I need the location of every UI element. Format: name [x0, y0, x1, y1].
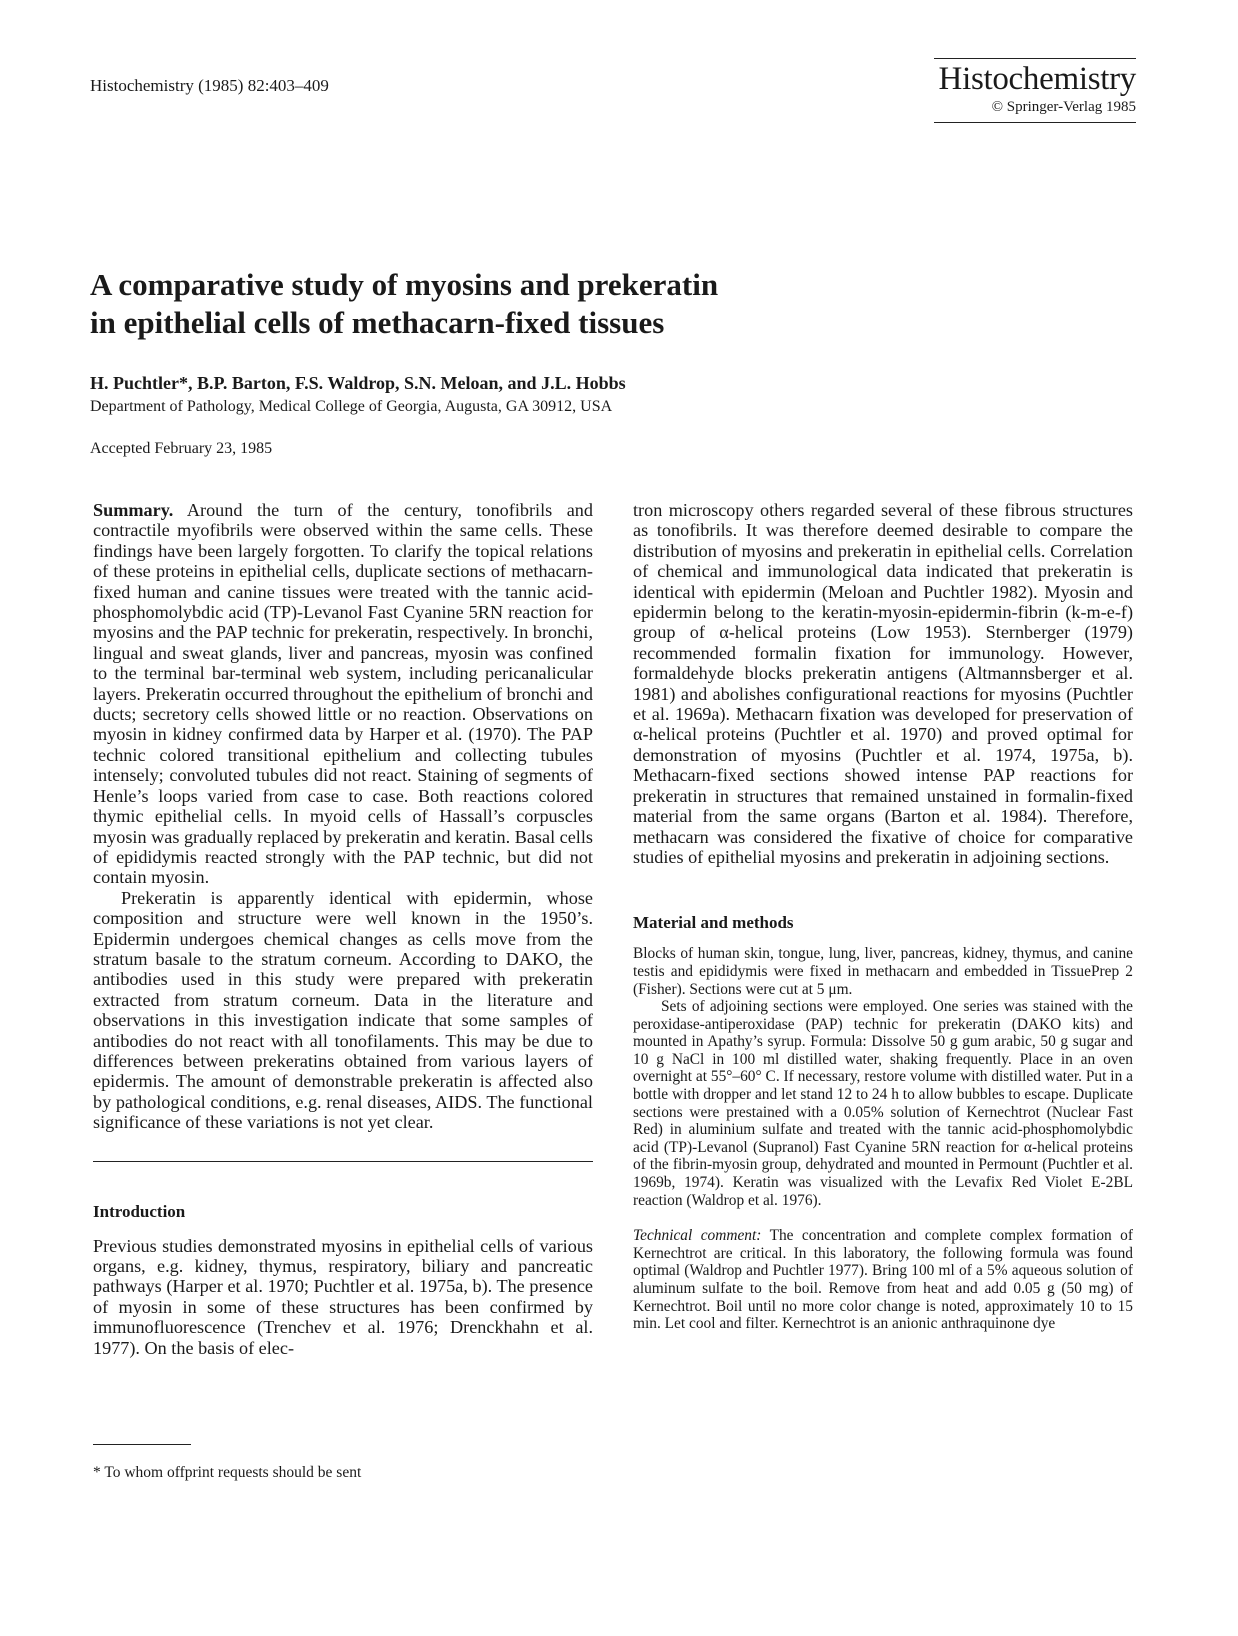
summary-paragraph-2: Prekeratin is apparently identical with epidermin, whose composition and structure were well known in the 1950’s. Epidermin undergoes chemical changes as cells move from the stratum basale to the stratum corneum. According to DAKO, the antibodies used in this study were prepared with prekeratin extracted from stratum corneum. Data in the literature and observations in this investigation indicate that some samples of antibodies do not react with all tonofilaments. This may be due to differences between prekeratins obtained from various layers of epidermis. The amount of demonstrable prekeratin is affected also by pathological conditions, e.g. renal diseases, AIDS. The functional significance of these variations is not yet clear.	[93, 887, 593, 1133]
methods-paragraph-1: Blocks of human skin, tongue, lung, liver, pancreas, kidney, thymus, and canine testis and epididymis were fixed in methacarn and embedded in TissuePrep 2 (Fisher). Sections were cut at 5 μm.	[633, 945, 1133, 998]
methods-heading: Material and methods	[633, 913, 794, 933]
technical-comment-label: Technical comment:	[633, 1227, 762, 1245]
journal-citation: Histochemistry (1985) 82:403–409	[90, 76, 329, 95]
journal-masthead	[934, 58, 1136, 123]
summary-text-1: Around the turn of the century, tonofibrils and contractile myofibrils were observed within the same cells. These findings have been largely forgotten. To clarify the topical relations of these proteins in epithelial cells, duplicate sections of methacarn-fixed human and canine tissues were treated with the tannic acid-phosphomolybdic acid (TP)-Levanol Fast Cyanine 5RN reaction for myosins and the PAP technic for prekeratin, respectively. In bronchi, lingual and sweat glands, liver and pancreas, myosin was confined to the terminal bar-terminal web system, including pericanalicular layers. Prekeratin occurred throughout the epithelium of bronchi and ducts; secretory cells showed little or no reaction. Observations on myosin in kidney confirmed data by Harper et al. (1970). The PAP technic colored transitional epithelium and collecting tubules intensely; convoluted tubules did not react. Staining of segments of Henle’s loops varied from case to case. Both reactions colored thymic epithelial cells. In myoid cells of Hassall’s corpuscles myosin was gradually replaced by prekeratin and keratin. Basal cells of epididymis reacted strongly with the PAP technic, but did not contain myosin.	[93, 500, 593, 888]
footnote: * To whom offprint requests should be sent	[93, 1464, 362, 1481]
introduction-paragraph-1-continued: tron microscopy others regarded several of these fibrous structures as tonofibrils. It was therefore deemed desirable to compare the distribution of myosins and prekeratin in epithelial cells. Correlation of chemical and immunological data indicated that prekeratin is identical with epidermin (Meloan and Puchtler 1982). Myosin and epidermin belong to the keratin-myosin-epidermin-fibrin (k-m-e-f) group of α-helical proteins (Low 1953). Sternberger (1979) recommended formalin fixation for immunology. However, formaldehyde blocks prekeratin antigens (Altmannsberger et al. 1981) and abolishes configurational reactions for myosins (Puchtler et al. 1969a). Methacarn fixation was developed for preservation of α-helical proteins (Puchtler et al. 1970) and proved optimal for demonstration of myosins (Puchtler et al. 1974, 1975a, b). Methacarn-fixed sections showed intense PAP reactions for prekeratin in structures that remained unstained in formalin-fixed material from the same organs (Barton et al. 1984). Therefore, methacarn was considered the fixative of choice for comparative studies of epithelial myosins and prekeratin in adjoining sections.	[633, 500, 1133, 867]
right-column	[633, 500, 1133, 1333]
summary-paragraph-1	[93, 500, 593, 888]
author-list: H. Puchtler*, B.P. Barton, F.S. Waldrop, S.N. Meloan, and J.L. Hobbs	[90, 373, 626, 393]
introduction-paragraph-1: Previous studies demonstrated myosins in epithelial cells of various organs, e.g. kidney, thymus, respiratory, biliary and pancreatic pathways (Harper et al. 1970; Puchtler et al. 1975a, b). The presence of myosin in some of these structures has been confirmed by immunofluorescence (Trenchev et al. 1976; Drenckhahn et al. 1977). On the basis of elec-	[93, 1235, 593, 1358]
summary-label: Summary.	[93, 500, 174, 520]
summary-section	[93, 500, 593, 1133]
footnote-rule	[93, 1444, 191, 1445]
technical-comment-text: The concentration and complete complex formation of Kernechtrot are critical. In this laboratory, the following formula was found optimal (Waldrop and Puchtler 1977). Bring 100 ml of a 5% aqueous solution of aluminum sulfate to the boil. Remove from heat and add 0.05 g (50 mg) of Kernechtrot. Boil until no more color change is noted, approximately 10 to 15 min. Let cool and filter. Kernechtrot is an anionic anthraquinone dye	[633, 1227, 1133, 1333]
article-title	[90, 266, 990, 342]
journal-name: Histochemistry	[938, 61, 1136, 97]
summary-end-rule	[93, 1161, 593, 1162]
title-line-1: A comparative study of myosins and prekeratin	[90, 267, 719, 302]
masthead-bottom-rule	[934, 122, 1136, 123]
introduction-heading: Introduction	[93, 1201, 186, 1221]
affiliation: Department of Pathology, Medical College of Georgia, Augusta, GA 30912, USA	[90, 398, 613, 415]
methods-paragraph-2: Sets of adjoining sections were employed. One series was stained with the peroxidase-antiperoxidase (PAP) technic for prekeratin (DAKO kits) and mounted in Apathy’s syrup. Formula: Dissolve 50 g gum arabic, 50 g sugar and 10 g NaCl in 100 ml distilled water, shaking frequently. Place in an oven overnight at 55°–60° C. If necessary, restore volume with distilled water. Put in a bottle with dropper and let stand 12 to 24 h to allow bubbles to escape. Duplicate sections were prestained with a 0.05% solution of Kernechtrot (Nuclear Fast Red) in aluminium sulfate and treated with the tannic acid-phosphomolybdic acid (TP)-Levanol (Supranol) Fast Cyanine 5RN reaction for α-helical proteins of the fibrin-myosin group, dehydrated and mounted in Permount (Puchtler et al. 1969b, 1974). Keratin was visualized with the Levafix Red Violet E-2BL reaction (Waldrop et al. 1976).	[633, 998, 1133, 1209]
accepted-date: Accepted February 23, 1985	[90, 440, 273, 457]
left-column	[93, 500, 593, 1358]
title-line-2: in epithelial cells of methacarn-fixed tissues	[90, 305, 665, 340]
technical-comment	[633, 1227, 1133, 1333]
copyright-notice: © Springer-Verlag 1985	[991, 99, 1136, 115]
masthead-top-rule	[934, 58, 1136, 59]
